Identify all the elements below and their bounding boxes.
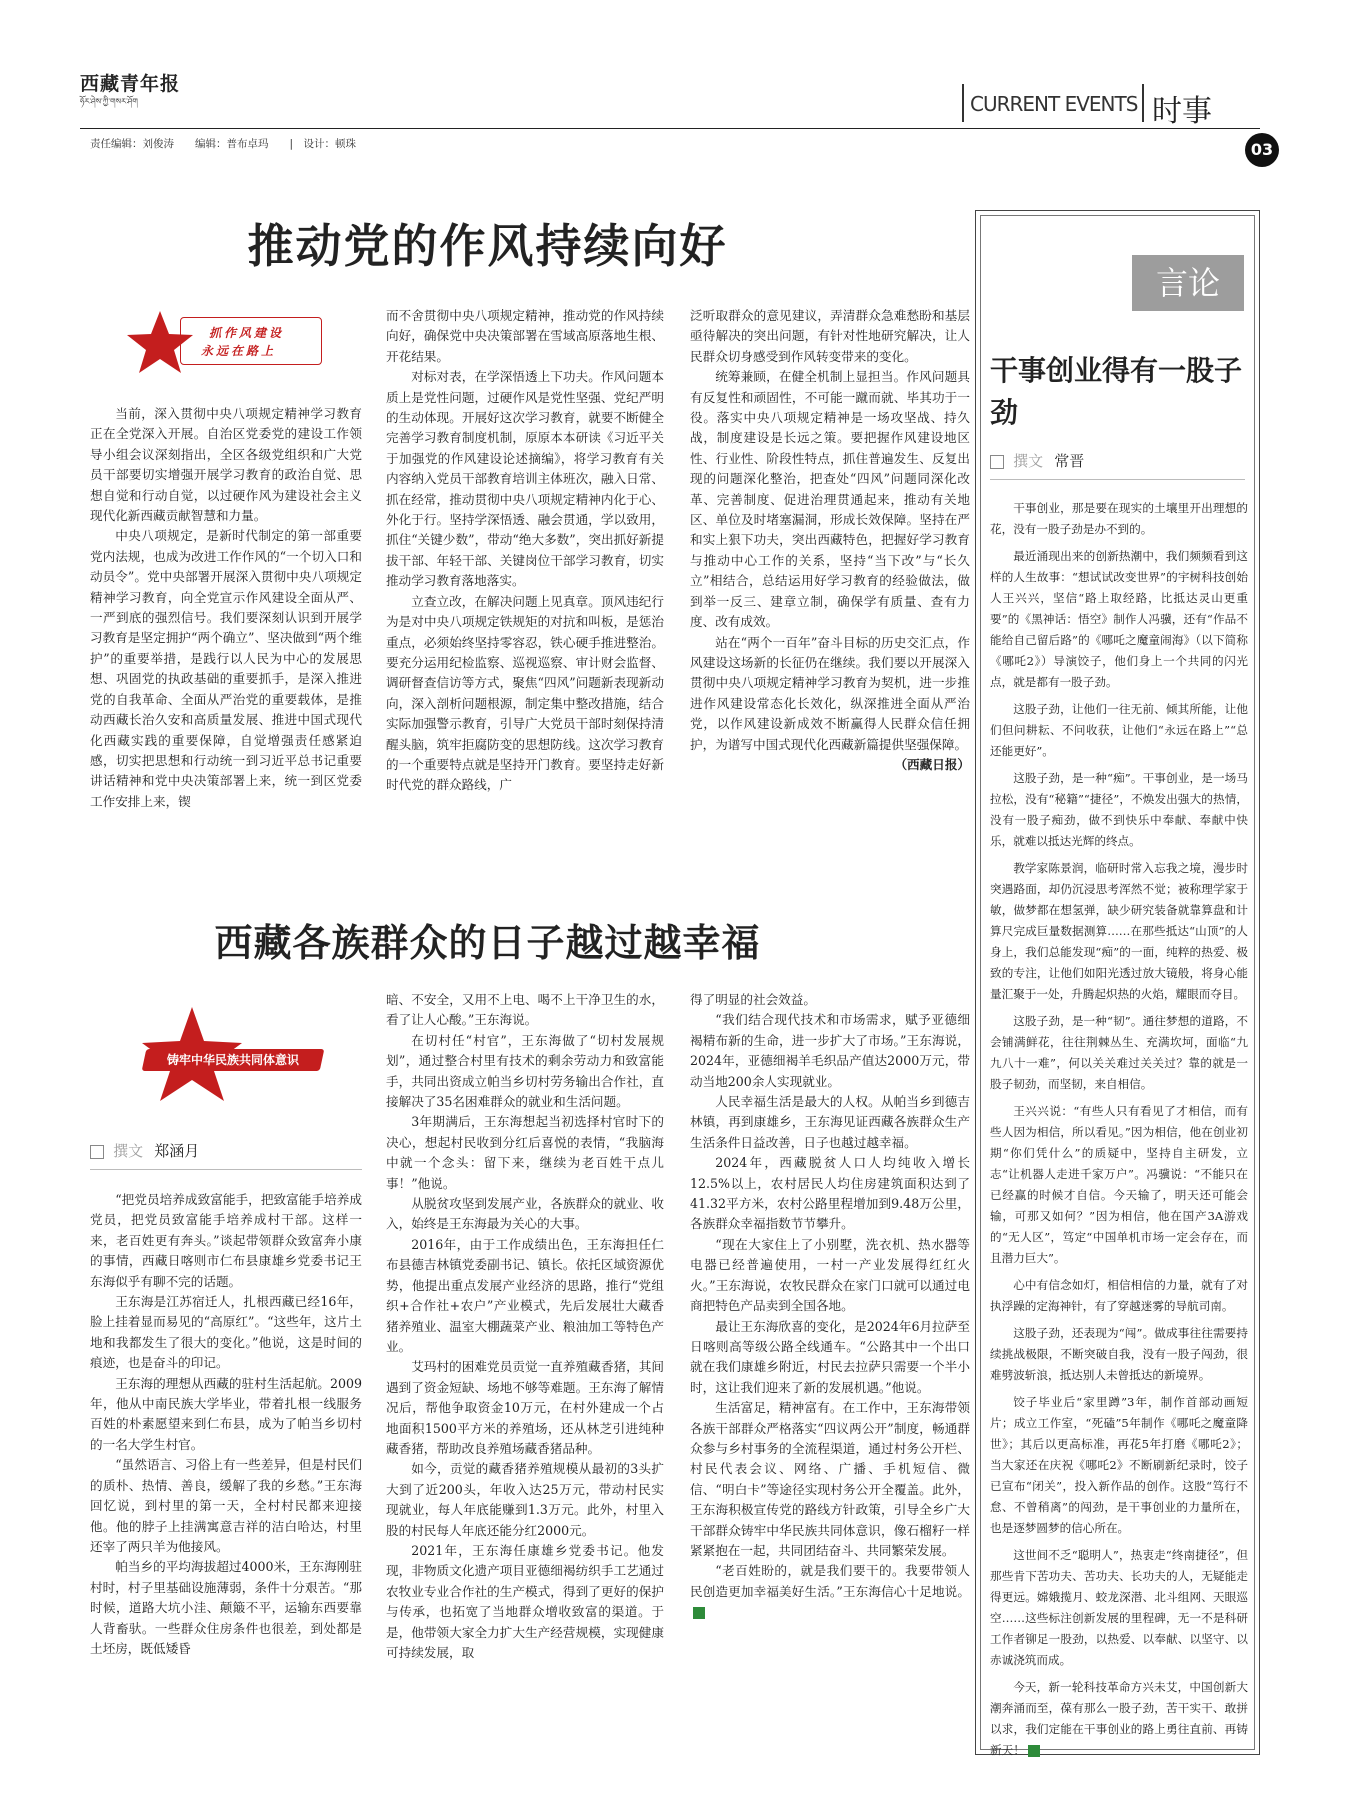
paper-subtitle: ཧོར་ཤེས་ཀྱི་གསར་ཤོག (80, 97, 138, 106)
sidebar-headline: 干事创业得有一股子劲 (990, 354, 1243, 429)
paragraph: 如今，贡觉的藏香猪养殖规模从最初的3头扩大到了近200头，年收入达25万元，带动村民实现就业，每人年底能赚到1.3万元。此外，村里入股的村民每人年底还能分红2000元。 (386, 1461, 664, 1538)
article1-headline: 推动党的作风持续向好 (247, 219, 728, 273)
article1-badge-box (180, 317, 322, 365)
page-number-badge (1245, 133, 1279, 167)
paragraph: 2024年，西藏脱贫人口人均纯收入增长12.5%以上，农村居民人均住房建筑面积达到了41.32平方米，农村公路里程增加到9.48万公里，各族群众幸福指数节节攀升。 (690, 1155, 970, 1232)
paragraph (990, 1677, 1248, 1761)
article1-source: （西藏日报） (894, 756, 970, 772)
article2-badge (130, 1005, 325, 1105)
paragraph: 2021年，王东海任康雄乡党委书记。他发现，非物质文化遗产项目亚德细褐纺织手工艺通过农牧业专业合作社的生产模式，得到了更好的保护与传承，也拓宽了当地群众增收致富的渠道。于是，他带领大家全力扩大生产经营规模，实现健康可持续发展，取 (386, 1542, 664, 1660)
paragraph: 最近涌现出来的创新热潮中，我们频频看到这样的人生故事：“想试试改变世界”的宇树科技创始人王兴兴，坚信“路上取经路，比抵达灵山更重要”的《黑神话：悟空》制作人冯骥，还有“作品不能给自己留后路”的《哪吒之魔童闹海》（以下简称《哪吒2》）导演饺子，他们身上一个共同的闪光点，就是都有一股子劲。 (990, 549, 1248, 689)
editor-line: 责任编辑：刘俊涛 编辑：普布卓玛 | 设计：顿珠 (90, 138, 357, 150)
paragraph: 生活富足，精神富有。在工作中，王东海带领各族干部群众严格落实“四议两公开”制度，畅通群众参与乡村事务的全流程渠道，通过村务公开栏、村民代表会议、网络、广播、手机短信、微信、“明白卡”等途径实现村务公开全覆盖。此外，王东海积极宣传党的路线方针政策，引导全乡广大干部群众铸牢中华民族共同体意识，像石榴籽一样紧紧抱在一起，共同团结奋斗、共同繁荣发展。 (690, 1400, 970, 1558)
article2-headline: 西藏各族群众的日子越过越幸福 (214, 920, 761, 965)
paragraph: 立查立改，在解决问题上见真章。顶风违纪行为是对中央八项规定铁规矩的对抗和叫板，是惩治重点，必须始终坚持零容忍，铁心硬手推进整治。要充分运用纪检监察、巡视巡察、审计财会监督、调研督查信访等方式，聚焦“四风”问题新表现新动向，深入剖析问题根源，制定集中整改措施，结合实际加强警示教育，引导广大党员干部时刻保持清醒头脑，筑牢拒腐防变的思想防线。这次学习教育的一个重要特点就是坚持开门教育。要坚持走好新时代党的群众路线，广 (386, 593, 664, 793)
article2-col2 (386, 990, 664, 1740)
masthead (80, 72, 320, 122)
article2-col3 (690, 990, 970, 1740)
end-mark-icon (693, 1607, 705, 1619)
paragraph: 王兴兴说：“有些人只有看见了才相信，而有些人因为相信，所以看见。”因为相信，他在创业初期“你们凭什么”的质疑中，坚持自主研发，立志“让机器人走进千家万户”。冯骥说：“不能只在已经赢的时候才自信。今天输了，明天还可能会输，可那又如何？”因为相信，他在国产3A游戏的“无人区”，笃定“中国单机市场一定会存在，而且潜力巨大”。 (990, 1104, 1248, 1265)
sidebar-byline (990, 450, 1245, 480)
article2-badge-ribbon (142, 1049, 325, 1071)
paragraph: “把党员培养成致富能手，把致富能手培养成党员，把党员致富能手培养成村干部。这样一来，老百姓更有奔头。”谈起带领群众致富奔小康的事情，西藏日喀则市仁布县康雄乡党委书记王东海似乎有聊不完的话题。 (90, 1192, 362, 1289)
article2-col1 (90, 1190, 362, 1740)
sidebar-label-box (1132, 255, 1244, 311)
sidebar-body (990, 498, 1248, 1757)
paragraph: “现在大家住上了小别墅，洗衣机、热水器等电器已经普遍使用，一村一产业发展得红红火火。”王东海说，农牧民群众在家门口就可以通过电商把特色产品卖到全国各地。 (690, 1236, 970, 1314)
paragraph: 而不舍贯彻中央八项规定精神，推动党的作风持续向好，确保党中央决策部署在雪域高原落地生根、开花结果。 (386, 308, 664, 364)
byline-rule (90, 1169, 362, 1170)
paragraph: 这世间不乏“聪明人”，热衷走“终南捷径”，但那些肯下苦功夫、苦功夫、长功夫的人，无疑能走得更远。嫦娥揽月、蛟龙深潜、北斗组网、天眼巡空……这些标注创新发展的里程碑，无一不是科研工作者铆足一股劲，以热爱、以奉献、以坚守、以赤诚浇筑而成。 (990, 1548, 1248, 1667)
paragraph: 3年期满后，王东海想起当初选择村官时下的决心，想起村民收到分红后喜悦的表情，“我脑海中就一个念头：留下来，继续为老百姓干点儿事！”他说。 (386, 1114, 664, 1191)
paragraph: 王东海是江苏宿迁人，扎根西藏已经16年，脸上挂着显而易见的“高原红”。“这些年，这片土地和我都发生了很大的变化。”他说，这是时间的痕迹，也是奋斗的印记。 (90, 1294, 362, 1371)
byline-rule (990, 479, 1245, 480)
section-divider (1142, 84, 1144, 122)
paragraph: 站在“两个一百年”奋斗目标的历史交汇点，作风建设这场新的长征仍在继续。我们要以开展深入贯彻中央八项规定精神学习教育为契机，进一步推进作风建设常态化长效化，纵深推进全面从严治党，以作风建设新成效不断赢得人民群众信任拥护，为谱写中国式现代化西藏新篇提供坚强保障。 (690, 634, 970, 752)
paragraph: 饺子毕业后“家里蹲”3年，制作首部动画短片；成立工作室，“死磕”5年制作《哪吒之魔童降世》；其后以更高标准，再花5年打磨《哪吒2》；当大家还在庆祝《哪吒2》不断刷新纪录时，饺子已宣布“闭关”，投入新作品的创作。这股“笃行不怠、不曾稍离”的闯劲，是干事创业的力量所在，也是逐梦圆梦的信心所在。 (990, 1395, 1248, 1535)
byline-icon (90, 1145, 104, 1159)
paragraph: 泛听取群众的意见建议，弄清群众急难愁盼和基层亟待解决的突出问题，有针对性地研究解决，让人民群众切身感受到作风转变带来的变化。 (690, 308, 970, 364)
paragraph: 暗、不安全，又用不上电、喝不上干净卫生的水，看了让人心酸。”王东海说。 (386, 992, 664, 1028)
paragraph: 人民幸福生活是最大的人权。从帕当乡到德吉林镇，再到康雄乡，王东海见证西藏各族群众生产生活条件日益改善，日子也越过越幸福。 (690, 1094, 970, 1150)
article1-col2 (386, 306, 664, 814)
paragraph: 干事创业，那是要在现实的土壤里开出理想的花，没有一股子劲是办不到的。 (990, 501, 1248, 536)
paragraph: 这股子劲，让他们一往无前、倾其所能，让他们但问耕耘、不问收获，让他们“永远在路上”“总还能更好”。 (990, 702, 1248, 758)
article1-col3 (690, 306, 970, 828)
paragraph (690, 1561, 970, 1622)
article1-col1 (90, 404, 362, 814)
paragraph: 从脱贫攻坚到发展产业，各族群众的就业、收入，始终是王东海最为关心的大事。 (386, 1196, 664, 1232)
paragraph: 教学家陈景润，临研时常入忘我之境，漫步时突遇路面，却仍沉浸思考浑然不觉；被称理学家于敏，做梦都在想氢弹，缺少研究装备就靠算盘和计算尺完成巨量数据测算……在那些抵达“山顶”的人身上，我们总能发现“痴”的一面，纯粹的热爱、极致的专注，让他们如阳光透过放大镜般，将身心能量汇聚于一处，升腾起炽热的火焰，耀眼而夺目。 (990, 861, 1248, 1001)
end-mark-icon (1028, 1745, 1040, 1757)
article2-badge-text: 铸牢中华民族共同体意识 (166, 1053, 299, 1067)
paragraph: 2016年，由于工作成绩出色，王东海担任仁布县德吉林镇党委副书记、镇长。依托区域资源优势，他提出重点发展产业经济的思路，推行“党组织+合作社+农户”产业模式，先后发展壮大藏香猪养殖业、温室大棚蔬菜产业、粮油加工等特色产业。 (386, 1236, 664, 1354)
paragraph: 帕当乡的平均海拔超过4000米，王东海刚驻村时，村子里基础设施薄弱，条件十分艰苦。“那时候，道路大坑小洼、颠簸不平，运输东西要靠人背畜驮。一些群众住房条件也很差，到处都是土坯房，既低矮昏 (90, 1559, 362, 1656)
paragraph: 统筹兼顾，在健全机制上显担当。作风问题具有反复性和顽固性，不可能一蹴而就、毕其功于一役。落实中央八项规定精神是一场攻坚战、持久战，制度建设是长远之策。要把握作风建设地区性、行业性、阶段性特点，抓住普遍发生、反复出现的问题深化整治，把查处“四风”问题同深化改革、完善制度、促进治理贯通起来，推动有关地区、单位及时堵塞漏洞，形成长效保障。坚持在严和实上狠下功夫，突出西藏特色，把握好学习教育与推动中心工作的关系，坚持“当下改”与“长久立”相结合，总结运用好学习教育的经验做法，做到举一反三、建章立制，确保学有质量、查有力度、改有成效。 (690, 369, 970, 630)
paragraph: 中央八项规定，是新时代制定的第一部重要党内法规，也成为改进工作作风的“一个切入口和动员令”。党中央部署开展深入贯彻中央八项规定精神学习教育，向全党宣示作风建设全面从严、一严到底的强烈信号。我们要深刻认识到开展学习教育是坚定拥护“两个确立”、坚决做到“两个维护”的重要举措，是践行以人民为中心的发展思想、巩固党的执政基础的重要抓手，是深入推进党的自我革命、全面从严治党的重要载体，是推动西藏长治久安和高质量发展、推进中国式现代化西藏实践的重要保障，自觉增强责任感紧迫感，切实把思想和行动统一到习近平总书记重要讲话精神和党中央决策部署上来，统一到区党委工作安排上来，锲 (90, 528, 362, 809)
byline-name: 常晋 (1054, 452, 1085, 470)
paragraph: 这股子劲，是一种“韧”。通往梦想的道路，不会铺满鲜花，往往荆棘丛生、充满坎坷，面临“九九八十一难”，何以关关难过关关过？靠的就是一股子韧劲，而坚韧，来自相信。 (990, 1014, 1248, 1091)
article2-byline (90, 1140, 360, 1170)
section-cn: 时事 (1152, 94, 1212, 129)
byline-icon (990, 455, 1004, 469)
paragraph-text: 今天，新一轮科技革命方兴未艾，中国创新大潮奔涌而至，葆有那么一股子劲，苦干实干、敢拼以求，我们定能在干事创业的路上勇往直前、再铸新天！ (990, 1680, 1248, 1757)
paragraph: 对标对表，在学深悟透上下功夫。作风问题本质上是党性问题，过硬作风是党性坚强、党纪严明的生动体现。开展好这次学习教育，就要不断健全完善学习教育制度机制，原原本本研读《习近平关于加强党的作风建设论述摘编》，将学习教育有关内容纳入党员干部教育培训主体班次，融入日常、抓在经常，推动贯彻中央八项规定精神内化于心、外化于行。坚持学深悟透、融会贯通，学以致用，抓住“关键少数”，带动“绝大多数”，突出抓好新提拔干部、年轻干部、关键岗位干部学习教育，切实推动学习教育落地落实。 (386, 369, 664, 589)
section-bracket (962, 84, 964, 122)
paragraph: 最让王东海欣喜的变化，是2024年6月拉萨至日喀则高等级公路全线通车。“公路其中一个出口就在我们康雄乡附近，村民去拉萨只需要一个半小时，这让我们迎来了新的发展机遇。”他说。 (690, 1318, 970, 1395)
paragraph: “我们结合现代技术和市场需求，赋予亚德细褐精布新的生命，进一步扩大了市场。”王东海说，2024年，亚德细褐羊毛织品产值达2000万元，带动当地200余人实现就业。 (690, 1012, 970, 1089)
paragraph: 这股子劲，是一种“痴”。干事创业，是一场马拉松，没有“秘籍”“捷径”，不焕发出强大的热情，没有一股子痴劲，做不到快乐中奉献、奉献中快乐，就难以抵达光辉的终点。 (990, 771, 1248, 848)
sidebar-label: 言论 (1155, 264, 1220, 302)
paragraph: 得了明显的社会效益。 (690, 992, 816, 1007)
paragraph: “虽然语言、习俗上有一些差异，但是村民们的质朴、热情、善良，缓解了我的乡愁。”王东海回忆说，到村里的第一天，全村村民都来迎接他。他的脖子上挂满寓意吉祥的洁白哈达，村里还宰了两只羊为他接风。 (90, 1457, 362, 1554)
byline-label: 撰文 (1013, 452, 1044, 470)
article1-badge (125, 309, 327, 375)
paragraph: 这股子劲，还表现为“闯”。做成事往往需要持续挑战极限，不断突破自我，没有一股子闯劲，很难劈波斩浪，抵达别人未曾抵达的新境界。 (990, 1326, 1248, 1382)
header-rule (80, 128, 1260, 129)
byline-label: 撰文 (113, 1142, 144, 1160)
paragraph: 在切村任“村官”，王东海做了“切村发展规划”，通过整合村里有技术的剩余劳动力和致富能手，共同出资成立帕当乡切村劳务输出合作社，直接解决了35名困难群众的就业和生活问题。 (386, 1032, 664, 1110)
article1-badge-line2: 永远在路上 (201, 344, 277, 358)
section-en: CURRENT EVENTS (970, 92, 1138, 116)
paragraph: 心中有信念如灯，相信相信的力量，就有了对执浮躁的定海神针，有了穿越迷雾的导航司南。 (990, 1278, 1248, 1313)
paragraph: 艾玛村的困难党员贡觉一直养殖藏香猪，其间遇到了资金短缺、场地不够等难题。王东海了解情况后，帮他争取资金10万元，在村外建成一个占地面积1500平方米的养殖场，还从林芝引进纯种藏香猪，帮助改良养殖场藏香猪品种。 (386, 1359, 664, 1456)
paragraph-text: “老百姓盼的，就是我们要干的。我要带领人民创造更加幸福美好生活。”王东海信心十足地说。 (690, 1563, 970, 1599)
paragraph: 王东海的理想从西藏的驻村生活起航。2009年，他从中南民族大学毕业，带着扎根一线服务百姓的朴素愿望来到仁布县，成为了帕当乡切村的一名大学生村官。 (90, 1375, 362, 1452)
article1-badge-line1: 抓作风建设 (209, 326, 285, 340)
paper-name: 西藏青年报 (80, 73, 181, 95)
paragraph: 当前，深入贯彻中央八项规定精神学习教育正在全党深入开展。自治区党委党的建设工作领导小组会议深刻指出，全区各级党组织和广大党员干部要切实增强开展学习教育的政治自觉、思想自觉和行动自觉，以过硬作风为建设社会主义现代化新西藏贡献智慧和力量。 (90, 406, 362, 524)
byline-name: 郑涵月 (154, 1142, 200, 1160)
page-number: 03 (1250, 140, 1274, 159)
